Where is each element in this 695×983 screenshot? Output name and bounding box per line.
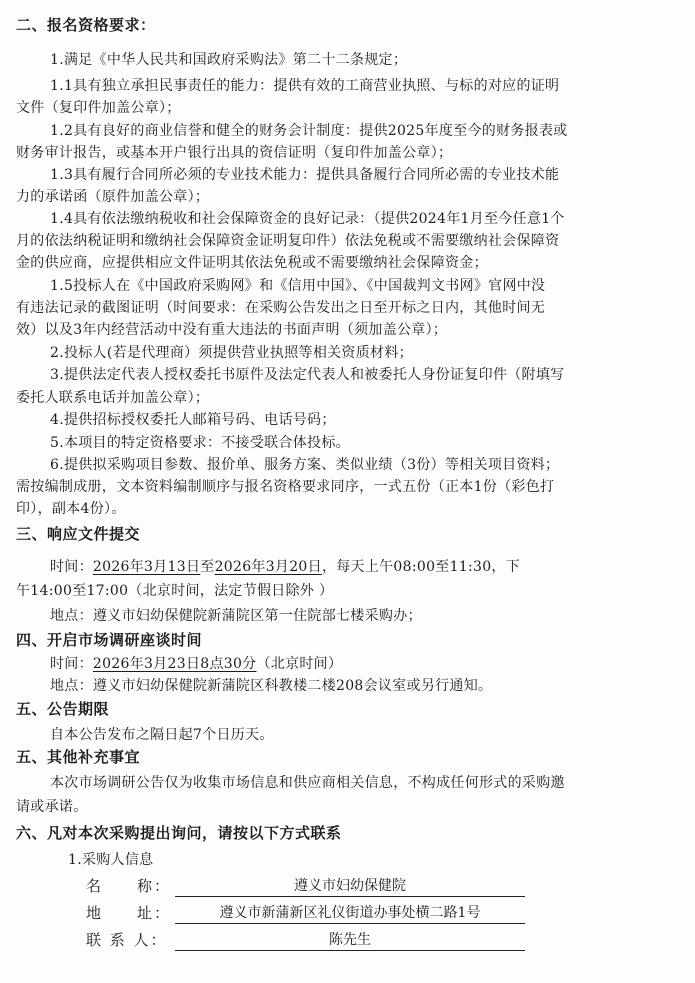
meeting-time xyxy=(50,653,342,673)
submission-time-cont: 午14:00至17:00（北京时间，法定节假日除外 ） xyxy=(16,583,334,599)
submission-hours: ，每天上午08:00至11:30，下 xyxy=(321,559,521,575)
requirement-line: 4.提供招标授权委托人邮箱号码、电话号码； xyxy=(50,412,336,428)
requirement-line: 1.2具有良好的商业信誉和健全的财务会计制度：提供2025年度至今的财务报表或 xyxy=(50,123,568,139)
section-5-title: 五、公告期限 xyxy=(16,700,110,718)
submission-place: 地点：遵义市妇幼保健院新蒲院区第一住院部七楼采购办； xyxy=(50,608,422,624)
requirement-line: 2.投标人(若是代理商）须提供营业执照等相关资质材料； xyxy=(50,345,413,361)
requirement-line: 1.满足《中华人民共和国政府采购法》第二十二条规定； xyxy=(50,52,408,68)
time-label: 时间： xyxy=(50,656,93,672)
contact-address-value: 遵义市新蒲新区礼仪街道办事处横二路1号 xyxy=(175,902,525,924)
requirement-line: 力的承诺函（原件加盖公章）； xyxy=(16,189,210,205)
meeting-place: 地点：遵义市妇幼保健院新蒲院区科教楼二楼208会议室或另行通知。 xyxy=(50,678,493,694)
contact-name-value: 遵义市妇幼保健院 xyxy=(175,875,525,897)
section-3-title: 三、响应文件提交 xyxy=(16,525,141,543)
contact-address-label: 地 址： xyxy=(86,904,172,922)
section-4-title: 四、开启市场调研座谈时间 xyxy=(16,631,203,649)
requirement-line: 需按编制成册，文本资料编制顺序与报名资格要求同序，一式五份（正本1份（彩色打 xyxy=(16,479,555,495)
contact-person-value: 陈先生 xyxy=(175,929,525,951)
requirement-line: 1.1具有独立承担民事责任的能力：提供有效的工商营业执照、与标的对应的证明 xyxy=(50,78,560,94)
requirement-line: 3.提供法定代表人授权委托书原件及法定代表人和被委托人身份证复印件（附填写 xyxy=(50,367,565,383)
supplement-line: 请或承诺。 xyxy=(16,799,88,815)
time-label: 时间： xyxy=(50,559,93,575)
bleed-through-text xyxy=(235,0,535,14)
purchaser-info-subtitle: 1.采购人信息 xyxy=(68,852,154,868)
meeting-datetime: 2026年3月23日8点30分 xyxy=(92,656,257,672)
requirement-line: 1.3具有履行合同所必须的专业技术能力：提供具备履行合同所必需的专业技术能 xyxy=(50,167,560,183)
requirement-line: 1.5投标人在《中国政府采购网》和《信用中国》、《中国裁判文书网》官网中没 xyxy=(50,278,546,294)
meeting-timezone: （北京时间） xyxy=(256,656,343,672)
requirement-line: 文件（复印件加盖公章）； xyxy=(16,100,181,116)
requirement-line: 委托人联系电话并加盖公章）； xyxy=(16,390,210,406)
requirement-line: 财务审计报告，或基本开户银行出具的资信证明（复印件加盖公章）； xyxy=(16,145,453,161)
requirement-line: 印），副本4份）。 xyxy=(16,501,126,517)
notice-period: 自本公告发布之隔日起7个日历天。 xyxy=(50,727,274,743)
contact-name-label: 名 称： xyxy=(86,877,172,895)
requirement-line: 月的依法纳税证明和缴纳社会保障资金证明复印件）依法免税或不需要缴纳社会保障资 xyxy=(16,233,560,249)
supplement-line: 本次市场调研公告仅为收集市场信息和供应商相关信息，不构成任何形式的采购邀 xyxy=(50,775,565,791)
requirement-line: 1.4具有依法缴纳税收和社会保障资金的良好记录：（提供2024年1月至今任意1个 xyxy=(50,211,565,227)
section-6-title: 六、凡对本次采购提出询问，请按以下方式联系 xyxy=(16,824,342,842)
submission-time xyxy=(50,556,520,576)
submission-end-date: 2026年3月20日 xyxy=(214,559,322,575)
requirement-line: 效）以及3年内经营活动中没有重大违法的书面声明（须加盖公章）； xyxy=(16,322,448,338)
requirement-line: 5.本项目的特定资格要求：不接受联合体投标。 xyxy=(50,435,350,451)
section-5b-title: 五、其他补充事宜 xyxy=(16,748,141,766)
requirement-line: 有违法记录的截图证明（时间要求：在采购公告发出之日至开标之日内，其他时间无 xyxy=(16,300,546,316)
requirement-line: 金的供应商，应提供相应文件证明其依法免税或不需要缴纳社会保障资金； xyxy=(16,255,488,271)
requirement-line: 6.提供拟采购项目参数、报价单、服务方案、类似业绩（3份）等相关项目资料； xyxy=(50,457,560,473)
submission-start-date: 2026年3月13日 xyxy=(92,559,201,575)
time-connector: 至 xyxy=(200,559,215,575)
contact-person-label: 联 系 人： xyxy=(86,931,168,949)
section-2-title: 二、报名资格要求： xyxy=(16,16,156,34)
